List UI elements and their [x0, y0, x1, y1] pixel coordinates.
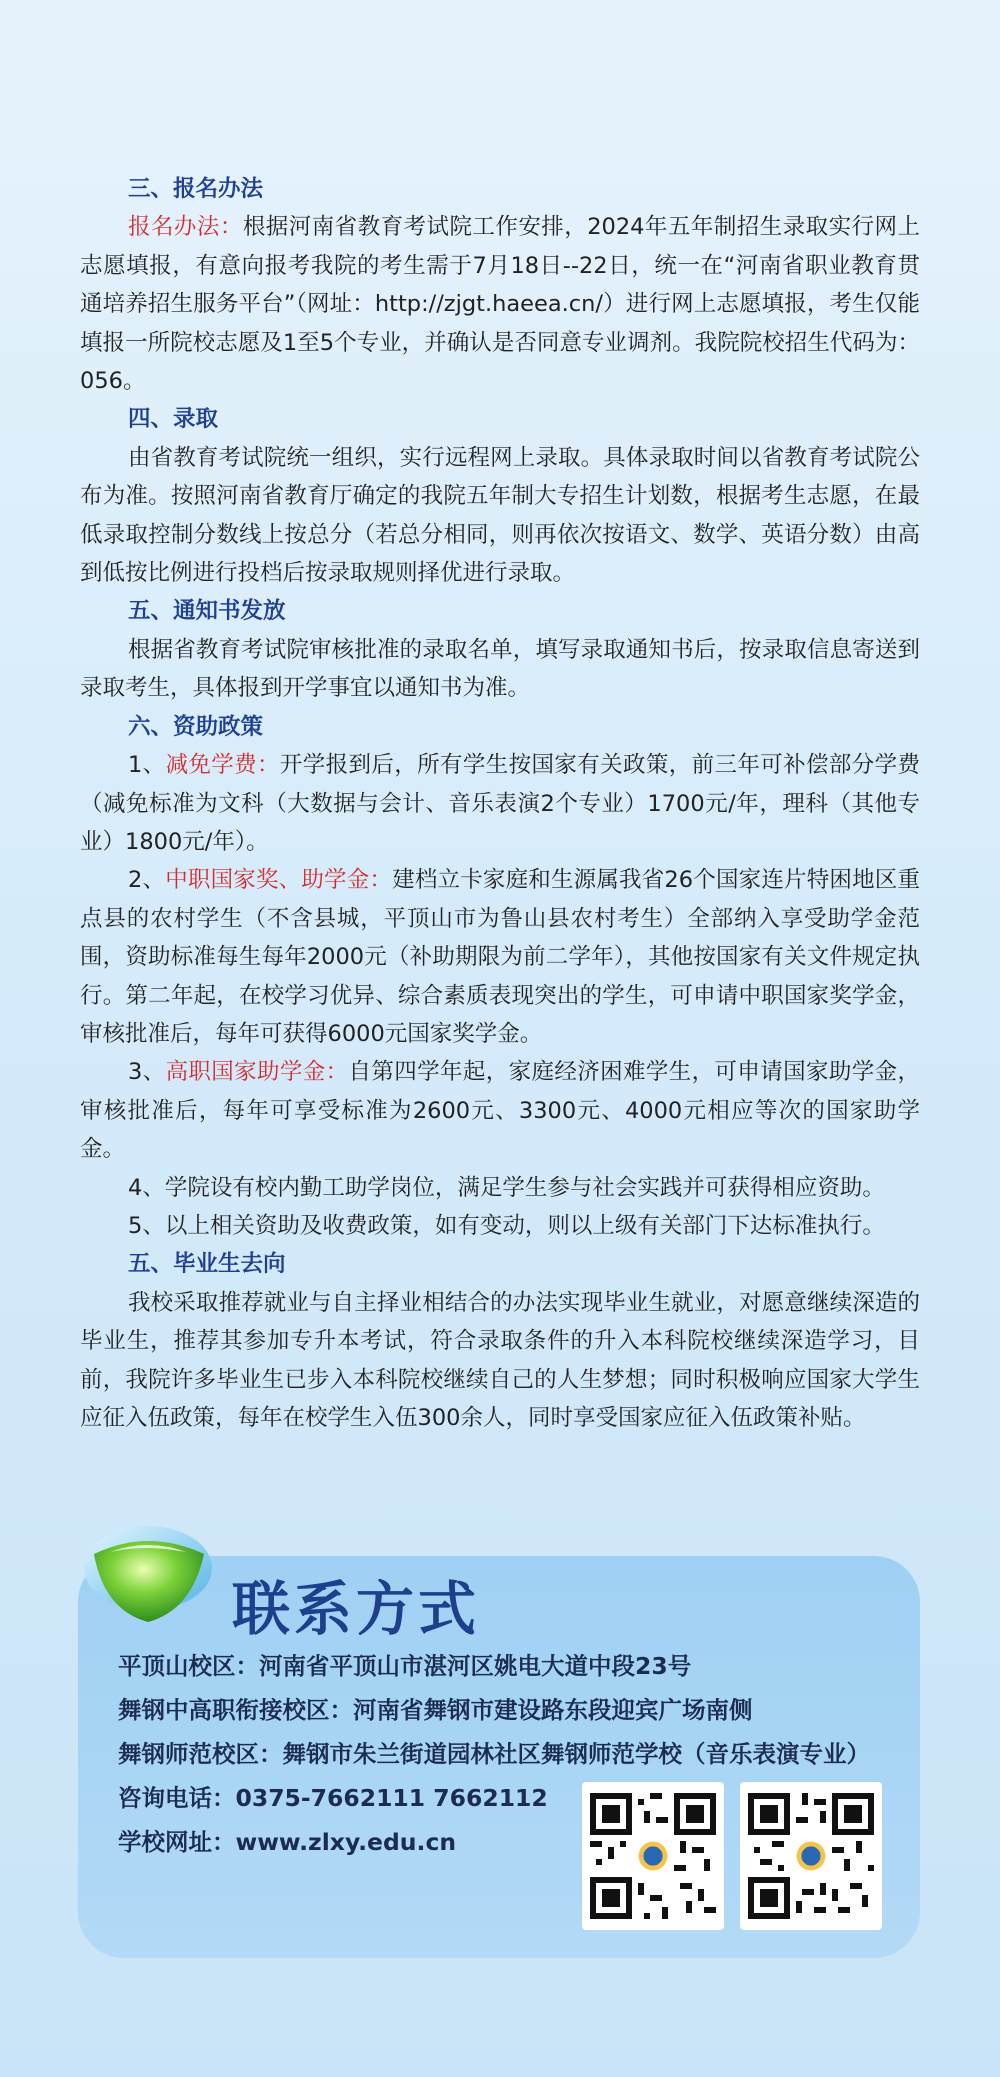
contact-phone: 咨询电话：0375-7662111 7662112: [118, 1784, 548, 1812]
registration-label: 报名办法：: [128, 214, 243, 241]
aid-item: [80, 861, 920, 1053]
section-heading-notice: 五、通知书发放: [128, 598, 286, 625]
aid-item-text: 自第四学年起，家庭经济困难学生，可申请国家助学金，审核批准后，每年可享受标准为2600元、3300元、4000元相应等次的国家助学金。: [80, 1059, 920, 1163]
contact-address-wugang-normal: 舞钢师范校区：舞钢市朱兰街道园林社区舞钢师范学校（音乐表演专业）: [118, 1740, 870, 1768]
aid-item-number: 1、: [128, 752, 166, 779]
aid-item: 4、学院设有校内勤工助学岗位，满足学生参与社会实践并可获得相应资助。: [128, 1174, 885, 1201]
registration-text: 根据河南省教育考试院工作安排，2024年五年制招生录取实行网上志愿填报，有意向报考我院的考生需于7月18日--22日，统一在“河南省职业教育贯通培养招生服务平台”（网址：http://zjgt.haeea.cn/）进行网上志愿填报，考生仅能填报一所院校志愿及1至5个专业，并确认是否同意专业调剂。我院院校招生代码为：056。: [80, 214, 920, 395]
contact-website[interactable]: 学校网址：www.zlxy.edu.cn: [118, 1828, 457, 1856]
admission-info: [80, 170, 920, 1437]
qr-code-icon: [582, 1782, 724, 1930]
aid-item: 5、以上相关资助及收费政策，如有变动，则以上级有关部门下达标准执行。: [128, 1212, 885, 1239]
aid-item-number: 2、: [128, 867, 166, 894]
aid-item: [80, 746, 920, 861]
graduates-paragraph: 我校采取推荐就业与自主择业相结合的办法实现毕业生就业，对愿意继续深造的毕业生，推荐其参加专升本考试，符合录取条件的升入本科院校继续深造学习，目前，我院许多毕业生已步入本科院校继续自己的人生梦想；同时积极响应国家大学生应征入伍政策，每年在校学生入伍300余人，同时享受国家应征入伍政策补贴。: [80, 1289, 920, 1431]
green-orb-icon: [80, 1518, 220, 1628]
aid-item: [80, 1053, 920, 1168]
contact-address-wugang-vocational: 舞钢中高职衔接校区：河南省舞钢市建设路东段迎宾广场南侧: [118, 1696, 753, 1724]
contact-address-pingdingshan: 平顶山校区：河南省平顶山市湛河区姚电大道中段23号: [118, 1652, 692, 1680]
aid-item-text: 开学报到后，所有学生按国家有关政策，前三年可补偿部分学费（减免标准为文科（大数据与会计、音乐表演2个专业）1700元/年，理科（其他专业）1800元/年）。: [80, 752, 920, 855]
section-heading-aid: 六、资助政策: [128, 713, 264, 740]
contact-title: 联系方式: [232, 1575, 481, 1643]
section-heading-admission: 四、录取: [128, 406, 219, 433]
aid-item-text: 建档立卡家庭和生源属我省26个国家连片特困地区重点县的农村学生（不含县城，平顶山市为鲁山县农村考生）全部纳入享受助学金范围，资助标准每生每年2000元（补助期限为前二学年），其他按国家有关文件规定执行。第二年起，在校学习优异、综合素质表现突出的学生，可申请中职国家奖学金，审核批准后，每年可获得6000元国家奖学金。: [80, 867, 920, 1047]
aid-item-number: 3、: [128, 1059, 166, 1086]
qr-code-icon: [740, 1782, 882, 1930]
admission-paragraph: 由省教育考试院统一组织，实行远程网上录取。具体录取时间以省教育考试院公布为准。按照河南省教育厅确定的我院五年制大专招生计划数，根据考生志愿，在最低录取控制分数线上按总分（若总分相同，则再依次按语文、数学、英语分数）由高到低按比例进行投档后按录取规则择优进行录取。: [80, 444, 920, 587]
section-heading-graduates: 五、毕业生去向: [128, 1251, 286, 1278]
section-heading-registration: 三、报名办法: [128, 176, 264, 202]
aid-item-label: 减免学费：: [165, 752, 280, 779]
registration-paragraph: [80, 208, 920, 400]
notice-paragraph: 根据省教育考试院审核批准的录取名单，填写录取通知书后，按录取信息寄送到录取考生，具体报到开学事宜以通知书为准。: [80, 636, 920, 702]
aid-item-label: 高职国家助学金：: [165, 1059, 349, 1086]
aid-item-label: 中职国家奖、助学金：: [165, 867, 393, 894]
